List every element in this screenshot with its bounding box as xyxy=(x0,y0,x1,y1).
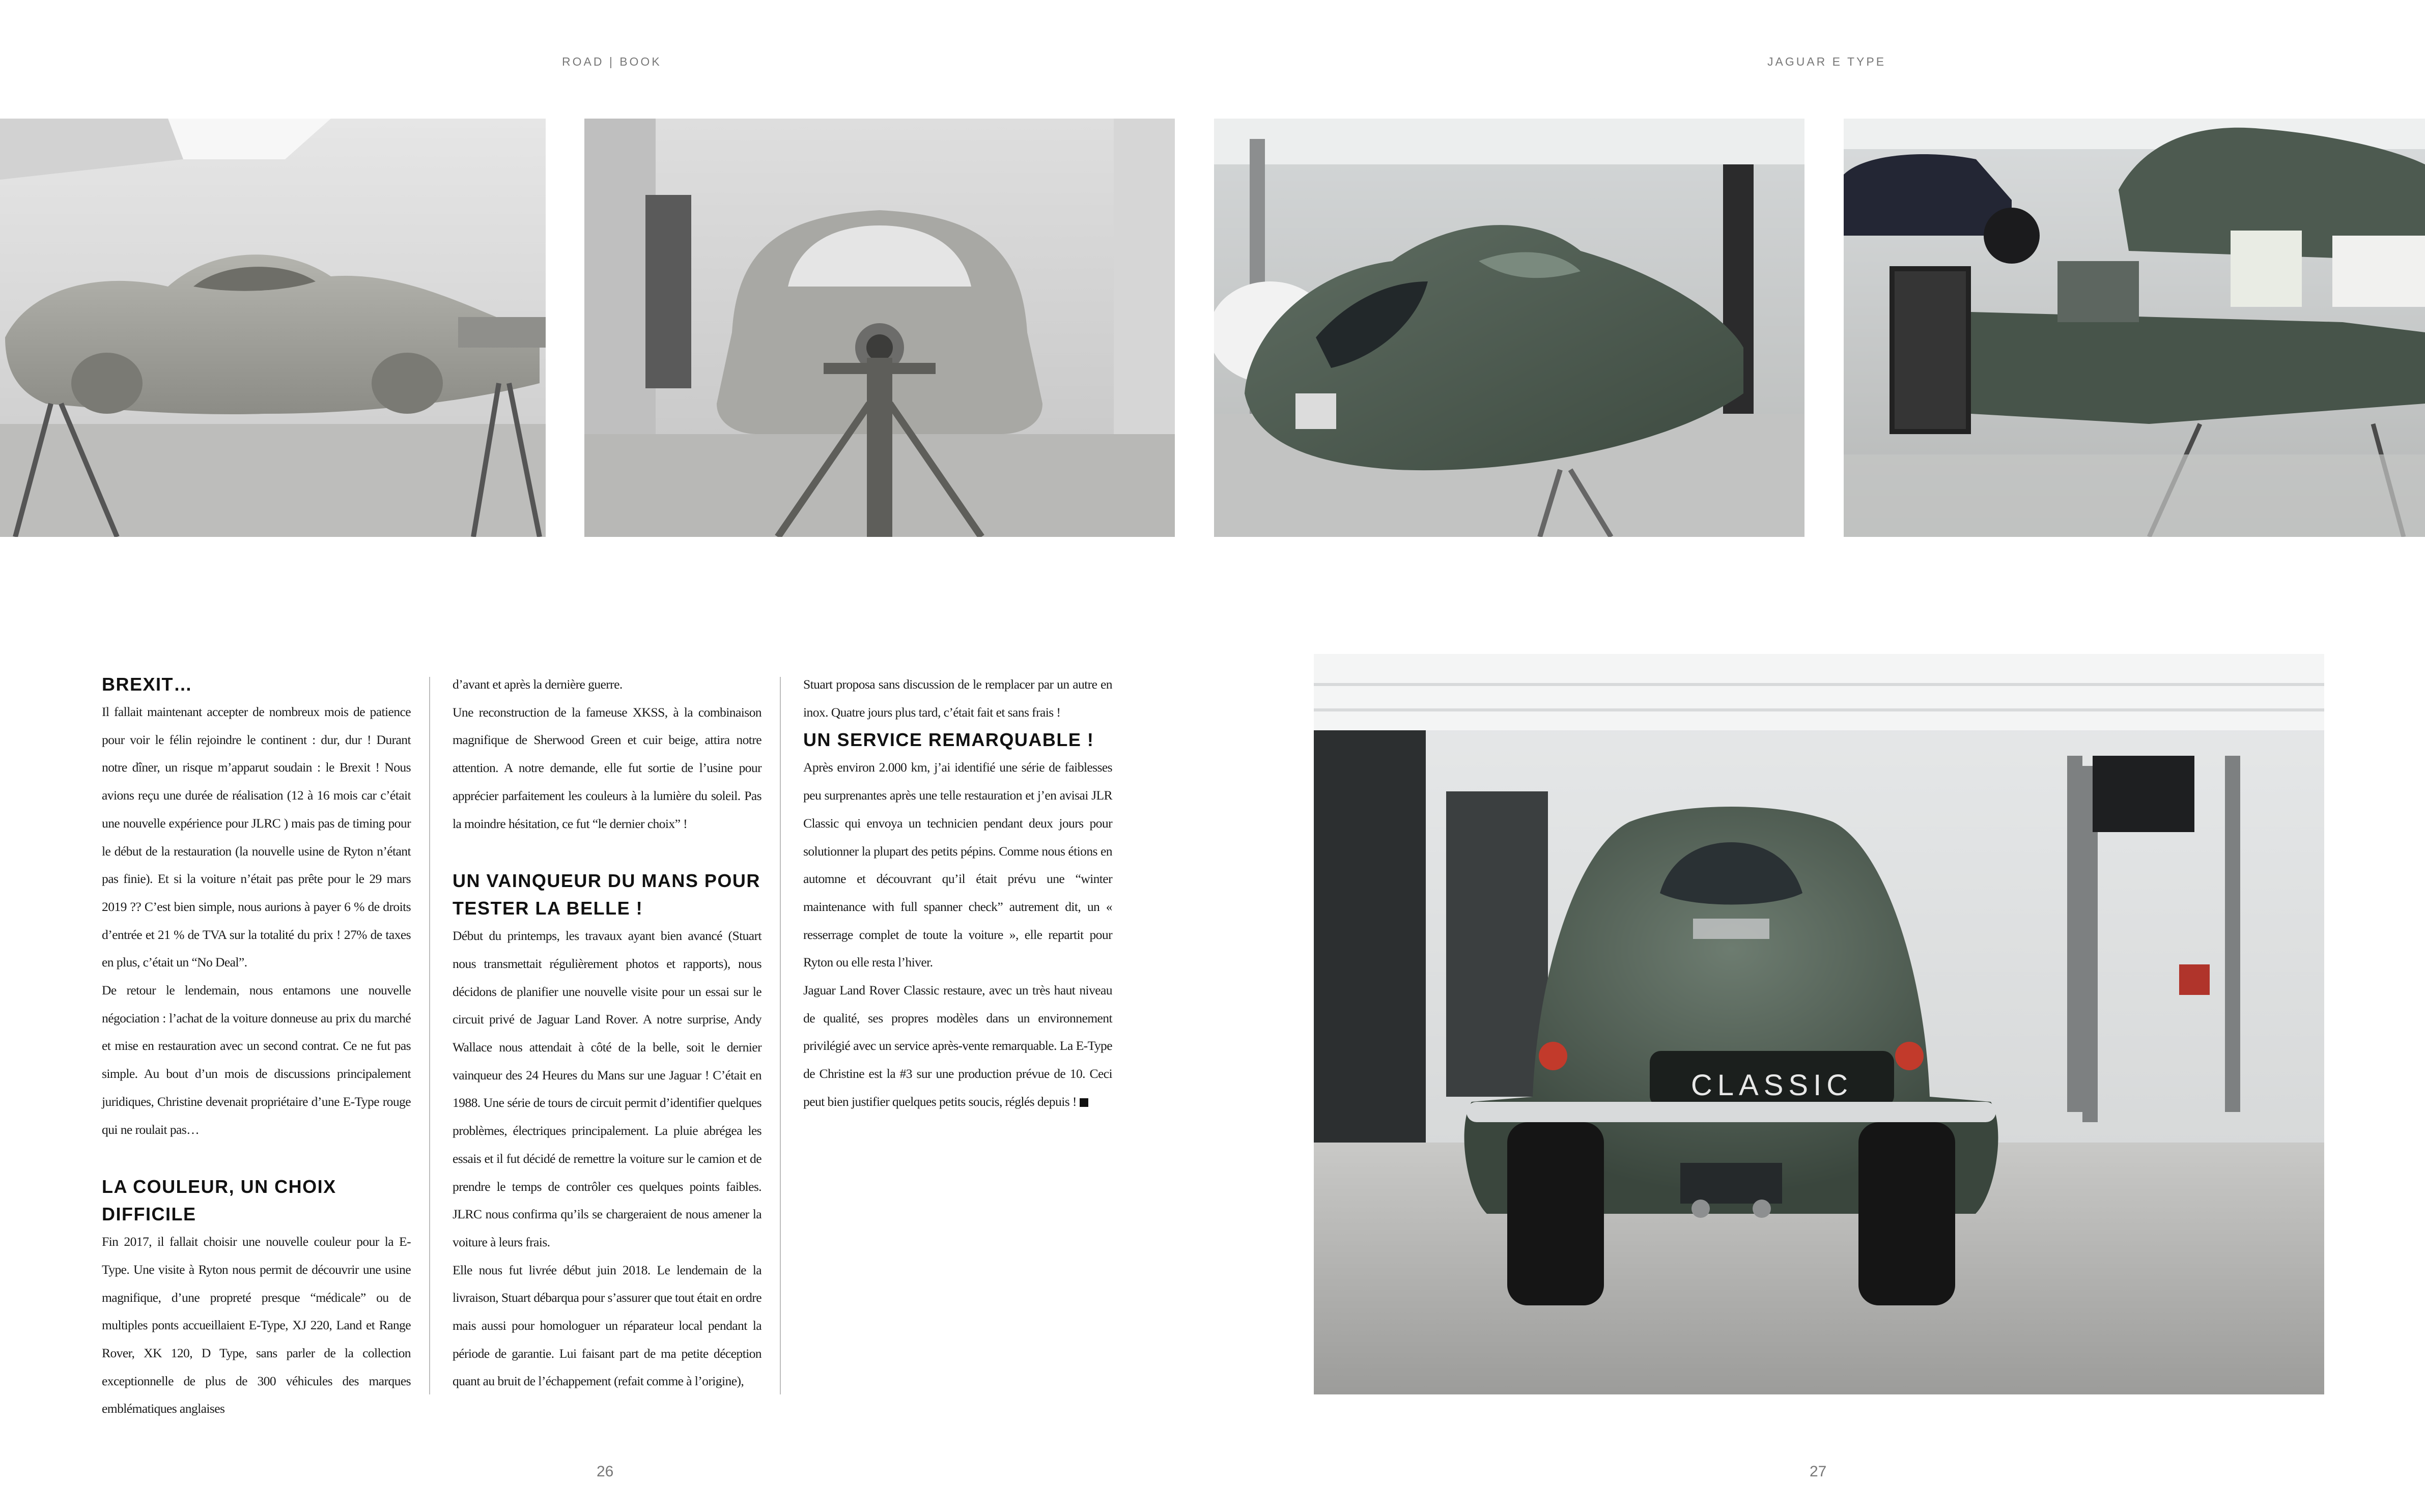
column-rule-2 xyxy=(780,677,781,1394)
end-of-article-mark xyxy=(1080,1098,1088,1107)
photo-finished-e-type-rear xyxy=(1314,654,2324,1394)
body-paragraph xyxy=(803,977,1112,1116)
body-paragraph-text: Une reconstruction de la fameuse XKSS, à la combinaison magnifique de Sherwood Green et cuir beige, attira notre attention. A notre demande, elle fut sortie de l’usine pour apprécier parfaitement les couleurs à la lumière du soleil. Pas la moindre hésitation, ce fut “le dernier choix” ! xyxy=(453,704,762,831)
body-paragraph-text: Jaguar Land Rover Classic restaure, avec un très haut niveau de qualité, ses propres modèles dans un environnement privilégié avec un service après-vente remarquable. La E-Type de Christine est la #3 sur une production prévue de 10. Ceci peut bien justifier quelques petits soucis, réglés depuis ! xyxy=(803,983,1112,1109)
body-paragraph xyxy=(102,698,411,977)
column-rule-1 xyxy=(429,677,430,1394)
body-paragraph xyxy=(453,922,762,1256)
page-number-right: 27 xyxy=(1810,1463,1827,1480)
photo-green-painted-body xyxy=(1214,119,1804,537)
section-heading-text: UN VAINQUEUR DU MANS POUR TESTER LA BELLE ! xyxy=(453,870,760,919)
running-head-right: JAGUAR E TYPE xyxy=(1767,55,1886,68)
article-column-1 xyxy=(102,671,411,1423)
body-paragraph-text: Début du printemps, les travaux ayant bien avancé (Stuart nous transmettait régulièrement photos et rapports), nous décidons de planifier une nouvelle visite pour un essai sur le circuit privé de Jaguar Land Rover. A notre surprise, Andy Wallace nous attendait à côté de la belle, soit le dernier vainqueur des 24 Heures du Mans sur une Jaguar ! C’était en 1988. Une série de tours de circuit permit d’identifier quelques problèmes, électriques principalement. La pluie abrégea les essais et il fut décidé de remettre la voiture sur le camion et de prendre le temps de contrôler ces quelques points faibles. JLRC nous confirma qu’ils se chargeraient de nous amener la voiture à leurs frais. xyxy=(453,928,762,1249)
column-spacer xyxy=(102,1144,411,1173)
section-heading xyxy=(102,1173,411,1228)
section-heading-text: BREXIT… xyxy=(102,674,193,695)
body-paragraph xyxy=(803,671,1112,726)
body-paragraph-text: De retour le lendemain, nous entamons une nouvelle négociation : l’achat de la voiture donneuse au prix du marché et mise en restauration avec un second contrat. Ce ne fut pas simple. Au bout d’un mois de discussions principalement juridiques, Christine devenait propriétaire d’une E-Type rouge qui ne roulait pas… xyxy=(102,983,411,1137)
body-paragraph xyxy=(803,754,1112,977)
body-paragraph-text: Il fallait maintenant accepter de nombreux mois de patience pour voir le félin rejoindre le continent : dur, dur ! Durant notre dîner, un risque m’apparut soudain : le Brexit ! Nous avions reçu une durée de réalisation (12 à 16 mois car c’était une nouvelle expérience pour JLRC ) mais pas de timing pour le début de la restauration (la nouvelle usine de Ryton n’étant pas finie). Et si la voiture n’était pas prête pour le 29 mars 2019 ?? C’est bien simple, nous aurions à payer 6 % de droits d’entrée et 21 % de TVA sur la totalité du prix ! 27% de taxes en plus, c’était un “No Deal”. xyxy=(102,704,411,970)
page-number-left: 26 xyxy=(597,1463,614,1480)
section-heading xyxy=(453,867,762,922)
running-head-left: ROAD | BOOK xyxy=(562,55,662,68)
body-paragraph-text: Stuart proposa sans discussion de le remplacer par un autre en inox. Quatre jours plus tard, c’était fait et sans frais ! xyxy=(803,677,1112,720)
photo-bare-metal-body-side xyxy=(0,119,546,537)
body-paragraph-text: Elle nous fut livrée début juin 2018. Le lendemain de la livraison, Stuart débarqua pour s’assurer que tout était en ordre mais aussi pour homologuer un réparateur local pendant la période de garantie. Lui faisant part de ma petite déception quant au bruit de l’échappement (refait comme à l’origine), xyxy=(453,1262,762,1389)
section-heading-text: UN SERVICE REMARQUABLE ! xyxy=(803,729,1094,751)
body-paragraph-text: d’avant et après la dernière guerre. xyxy=(453,677,623,692)
section-heading-text: LA COULEUR, UN CHOIX DIFFICILE xyxy=(102,1176,336,1225)
body-paragraph xyxy=(102,977,411,1144)
article-column-3 xyxy=(803,671,1112,1116)
section-heading xyxy=(102,671,411,698)
photo-bare-metal-body-rear xyxy=(584,119,1175,537)
article-column-2 xyxy=(453,671,762,1395)
column-spacer xyxy=(453,838,762,867)
number-plate-text: CLASSIC xyxy=(1690,1069,1853,1102)
photo-chassis-assembly xyxy=(1844,119,2425,537)
body-paragraph-text: Fin 2017, il fallait choisir une nouvelle couleur pour la E-Type. Une visite à Ryton nous permit de découvrir une usine magnifique, d’une propreté presque “médicale” ou de multiples ponts accueillaient E-Type, XJ 220, Land et Range Rover, XK 120, D Type, sans parler de la collection exceptionnelle de plus de 300 véhicules des marques emblématiques anglaises xyxy=(102,1234,411,1416)
section-heading xyxy=(803,726,1112,754)
body-paragraph xyxy=(453,1257,762,1396)
body-paragraph xyxy=(453,699,762,838)
body-paragraph-text: Après environ 2.000 km, j’ai identifié une série de faiblesses peu surprenantes après une telle restauration et j’en avisai JLR Classic qui envoya un technicien pendant deux jours pour solutionner la plupart des petits pépins. Comme nous étions en automne et découvrant qu’il était prévu une “winter maintenance with full spanner check” autrement dit, un « resserrage complet de toute la voiture », elle repartit pour Ryton ou elle resta l’hiver. xyxy=(803,760,1112,970)
body-paragraph xyxy=(453,671,762,699)
body-paragraph xyxy=(102,1228,411,1423)
